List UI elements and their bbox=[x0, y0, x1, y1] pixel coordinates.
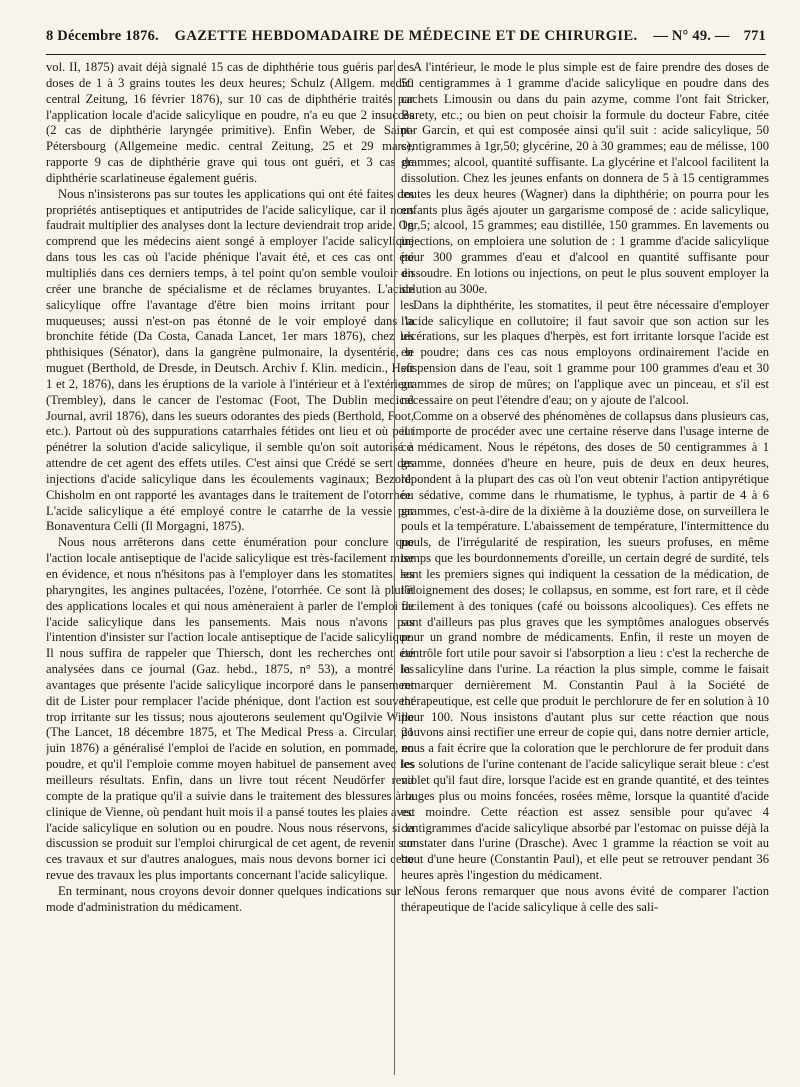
paragraph: Nous nous arrêterons dans cette énumération pour conclure que l'action locale antiseptique de l'acide salicylique est très-facilement mise en évidence, et nous n'hésitons pas à l'employer dans les stomatites, les pharyngites, les angines pultacées, l'ozène, l'otorrhée. Ce sont là plutôt des applications locales et qui nous amèneraient à parler de l'emploi de l'acide salicylique dans les pansements. Mais nous n'avons pas l'intention d'insister sur l'action locale antiseptique de l'acide salicylique. Il nous suffira de rappeler que Thiersch, dont les recherches ont été analysées dans ce journal (Gaz. hebd., 1875, n° 53), a montré les avantages que présente l'acide salicylique incorporé dans le pansement dit de Lister pour remplacer l'acide phénique, dont l'action est souvent trop irritante sur les tissus; nous ajouterons seulement qu'Ogilvie Wille (The Lancet, 18 décembre 1875, et The Medical Press a. Circular, 21 juin 1876) a généralisé l'emploi de l'acide en solution, en pommade, en poudre, et qu'il l'emploie comme moyen habituel de pansement avec les meilleurs résultats. Enfin, dans un livre tout récent Neudörfer rend compte de la pratique qu'il a suivie dans le traitement des blessures à la clinique de Vienne, où pendant huit mois il a pansé toutes les plaies avec l'acide salicylique en solution ou en poudre. Nous nous réservons, si la discussion se produit sur l'emploi chirurgical de cet agent, de revenir sur ces travaux et sur d'autres analogues, mais nous devons borner ici cette revue des travaux les plus importants concernant l'acide salicylique. bbox=[46, 535, 414, 883]
paragraph: vol. II, 1875) avait déjà signalé 15 cas de diphthérie tous guéris par des doses de 1 à 3 grains toutes les deux heures; Schulz (Allgem. medic. central Zeitung, 16 février 1876), sur 10 cas de diphthérie traités par l'application locale d'acide salicylique en poudre, n'a eu que 2 insuccès (2 cas de diphthérie laryngée primitive). Enfin Weber, de Saint-Pétersbourg (Allgemeine medic. central Zeitung, 25 et 29 mars), rapporte 9 cas de diphthérie grave qui tous ont guéri, et 3 cas de diphthérie scarlatineuse également guéris. bbox=[46, 60, 414, 185]
paragraph: Dans la diphthérite, les stomatites, il peut être nécessaire d'employer l'acide salicylique en collutoire; il faut savoir que son action sur les ulcérations, sur les plaques d'herpès, est fort irritante lorsque l'acide est en poudre; dans ces cas nous employons ordinairement l'acide en suspension dans de l'eau, soit 1 gramme pour 100 grammes d'eau et 30 grammes de sirop de mûres; on l'applique avec un pinceau, et s'il est nécessaire on peut l'étendre d'eau; on y ajoute de l'alcool. bbox=[401, 297, 769, 407]
right-column bbox=[401, 60, 769, 1076]
issue-and-page bbox=[653, 28, 766, 45]
column-divider bbox=[394, 60, 395, 1075]
journal-title: GAZETTE HEBDOMADAIRE DE MÉDECINE ET DE CHIRURGIE. bbox=[174, 28, 638, 44]
paragraph: Nous n'insisterons pas sur toutes les applications qui ont été faites des propriétés antiseptiques et antiputrides de l'acide salicylique, car il nous faudrait multiplier des analyses dont la lecture deviendrait trop aride. On comprend que les médecins aient songé à employer l'acide salicylique dans tous les cas où l'acide phénique l'avait été, et ces cas ont été multipliés dans ces derniers temps, à tel point qu'on semble vouloir en créer une branche de spécialisme et de réclames bruyantes. L'acide salicylique offre l'avantage d'être bien moins irritant pour les muqueuses; aussi n'est-on pas étonné de le voir employé dans la bronchite fétide (Da Costa, Canada Lancet, 1er mars 1876), chez les phthisiques (Sénator), dans la gangrène pulmonaire, la dysentérie, le muguet (Berthold, de Dresde, in Deutsch. Archiv f. Klin. medicin., Heft 1 et 2, 1876), dans les éruptions de la variole à l'intérieur et à l'extérieur (Trembley), dans le cancer de l'estomac (Foot, The Dublin medical Journal, avril 1876), dans les sueurs odorantes des pieds (Berthold, Foot, etc.). Partout où des suppurations catarrhales fétides ont lieu et où peut pénétrer la solution d'acide salicylique, il semble qu'on soit autorisé à attendre de cet agent des effets utiles. C'est ainsi que Crédé se sert des injections d'acide salicylique dans les écoulements vaginaux; Bezold, Chisholm en ont rapporté les avantages dans le traitement de l'otorrhée. L'acide salicylique a été employé contre le catarrhe de la vessie par Bonaventura Celli (Il Morgagni, 1875). bbox=[46, 186, 414, 534]
running-header bbox=[46, 28, 766, 52]
paragraph: En terminant, nous croyons devoir donner quelques indications sur le mode d'administration du médicament. bbox=[46, 883, 414, 914]
page-number: 771 bbox=[743, 28, 766, 44]
paragraph: Comme on a observé des phénomènes de collapsus dans plusieurs cas, il importe de procéder avec une certaine réserve dans l'usage interne de ce médicament. Nous le répétons, des doses de 50 centigrammes à 1 gramme, données d'heure en heure, puis de deux en deux heures, répondent à la plupart des cas où l'on veut obtenir l'action antipyrétique ou sédative, comme dans le rhumatisme, le typhus, à partir de 4 à 6 grammes, c'est-à-dire de la dixième à la douzième dose, on surveillera le pouls et la température. L'abaissement de température, l'intermittence du pouls, de l'irrégularité de respiration, les sueurs profuses, en même temps que les bourdonnements d'oreille, un certain degré de surdité, tels sont les premiers signes qui indiquent la cessation de la médication, de l'éloignement des doses; le collapsus, en somme, est fort rare, et il cède facilement à des toniques (café ou boissons alcooliques). Ces effets ne sont d'ailleurs pas plus graves que les symptômes analogues observés pour un grand nombre de médicaments. Enfin, il reste un moyen de contrôle fort utile pour savoir si l'absorption a lieu : c'est la recherche de la salicyline dans l'urine. La réaction la plus simple, comme le faisait remarquer dernièrement M. Constantin Paul à la Société de thérapeutique, est celle que produit le perchlorure de fer en solution à 10 pour 100. Nous insistons d'autant plus sur cette réaction que nous pouvons ainsi rectifier une erreur de copie qui, dans notre dernier article, nous a fait écrire que la coloration que le perchlorure de fer produit dans les solutions de l'urine contenant de l'acide salicylique serait bleue : c'est violet qu'il faut dire, lorsque l'acide est en grande quantité, et des teintes rouges plus ou moins foncées, rosées même, lorsque la quantité d'acide est moindre. Cette réaction est assez sensible pour qu'avec 4 centigrammes d'acide salicylique absorbé par l'estomac on puisse déjà la constater dans l'urine (Drasche). Avec 1 gramme la réaction se voit au bout d'une heure (Constantin Paul), et elle peut se retrouver pendant 36 heures après l'ingestion du médicament. bbox=[401, 408, 769, 883]
paragraph: A l'intérieur, le mode le plus simple est de faire prendre des doses de 50 centigrammes à 1 gramme d'acide salicylique en poudre dans des cachets Limousin ou dans du pain azyme, comme l'ont fait Stricker, Barety, etc.; ou bien on peut choisir la formule du docteur Fabre, citée par Garcin, et qui est composée ainsi qu'il suit : acide salicylique, 50 centigrammes à 1gr,50; glycérine, 20 à 30 grammes; eau de mélisse, 100 grammes; alcool, quantité suffisante. La glycérine et l'alcool facilitent la dissolution. Chez les jeunes enfants on donnera de 5 à 15 centigrammes toutes les deux heures (Wagner) dans la diphthérie; on pourra pour les enfants plus âgés ajouter un gargarisme composé de : acide salicylique, 1gr,5; alcool, 15 grammes; eau distillée, 150 grammes. En lavements ou injections, on emploiera une solution de : 1 gramme d'acide salicylique pour 300 grammes d'eau et d'alcool en quantité suffisante pour dissoudre. En lotions ou injections, on peut le plus souvent employer la solution au 300e. bbox=[401, 60, 769, 296]
left-column bbox=[46, 60, 414, 1076]
paragraph: Nous ferons remarquer que nous avons évité de comparer l'action thérapeutique de l'acide salicylique à celle des sali- bbox=[401, 883, 769, 914]
header-rule bbox=[46, 54, 766, 55]
issue-number: — N° 49. — bbox=[653, 28, 730, 44]
issue-date: 8 Décembre 1876. bbox=[46, 28, 159, 44]
